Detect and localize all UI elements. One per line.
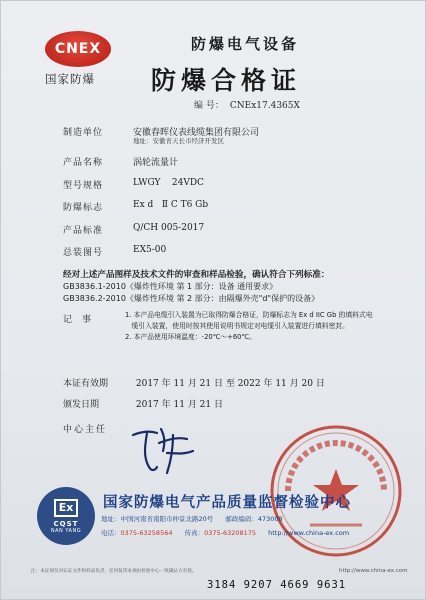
- issue-date: [63, 397, 223, 410]
- issue-date-label: 颁发日期: [63, 400, 100, 410]
- issuer-address-value: 中国河南省南阳市仲景北路20号: [120, 515, 214, 523]
- certificate-number: [194, 98, 300, 111]
- field-model-label: 型号规格: [63, 181, 104, 191]
- issuer-fax-value: 0375-63208175: [204, 529, 257, 537]
- field-product-label: 产品名称: [63, 158, 104, 168]
- issue-date-value: 2017 年 11 月 21 日: [135, 400, 223, 410]
- issuer-tel-value: 0375-63258564: [120, 529, 173, 537]
- field-product: [63, 155, 179, 168]
- cnex-logo-emblem: [45, 31, 111, 67]
- field-standard-value: Q/CH 005-2017: [133, 223, 205, 233]
- footer-disclaimer: 注：本证须仅对认证文件和样品负责，任何复印本须由检验中心一致确认方有效。: [31, 569, 197, 574]
- field-ex-mark-label: 防爆标志: [63, 203, 104, 213]
- serial-number: 3184 9207 4669 9631: [207, 579, 347, 591]
- notes-block: [125, 310, 375, 343]
- field-manufacturer-label: 制造单位: [63, 128, 104, 138]
- issuer-contact-line: [101, 528, 349, 537]
- field-ex-mark-value: Ex d Ⅱ C T6 Gb: [133, 200, 209, 210]
- note-line: 缆引入装置，使用时按其使用说明书规定对电缆引入装置进行填料密封。: [125, 322, 349, 330]
- standard-gb3836-2: GB3836.2-2010《爆炸性环境 第 2 部分：由隔爆外壳"d"保护的设备》: [63, 294, 320, 303]
- field-drawing: [63, 245, 167, 258]
- issuer-postcode-label: 邮政编码：: [225, 515, 258, 523]
- issuer-address-line: [101, 514, 283, 523]
- note-line: 1. 本产品电缆引入装置为已取得防爆合格证，防爆标志为 Ex d IIC Gb 的填料式电: [125, 311, 373, 319]
- field-model-value: LWGY 24VDC: [133, 178, 204, 188]
- issuer-postcode-value: 473008: [257, 515, 283, 523]
- issuer-address-label: 地址：: [101, 515, 121, 523]
- standard-gb3836-1: GB3836.1-2010《爆炸性环境 第 1 部分：设备 通用要求》: [63, 282, 278, 291]
- notes-label: 记事: [63, 315, 102, 325]
- certificate-number-label: 编 号：: [194, 101, 224, 111]
- compliance-statement: 经对上述产品图样及技术文件的审查和样品检验，确认符合下列标准：: [63, 270, 330, 280]
- field-standard-label: 产品标准: [63, 226, 104, 236]
- issuer-url: http://www.china-ex.com: [268, 529, 350, 537]
- field-drawing-value: EX5-00: [133, 245, 167, 255]
- certificate-number-value: CNEx17.4365X: [229, 101, 300, 111]
- director: [63, 422, 129, 435]
- cnex-logo-subtitle: 国家防爆: [45, 72, 95, 86]
- cqst-logo-city: NAN YANG: [50, 527, 82, 534]
- validity-period-label: 本证有效期: [63, 379, 109, 389]
- note-line: 2. 本产品使用环境温度：-20℃～+60℃。: [125, 333, 256, 341]
- field-ex-mark: [63, 200, 209, 213]
- cqst-logo-text: CQST: [53, 519, 79, 528]
- field-manufacturer: [63, 125, 260, 138]
- issuer-tel-label: 电话：: [101, 529, 121, 537]
- cqst-logo: [37, 487, 95, 545]
- cnex-logo: [45, 31, 111, 89]
- issuer-fax-label: 传真：: [184, 529, 205, 537]
- cqst-ex-icon: Ex: [54, 499, 78, 517]
- issuer-name: 国家防爆电气产品质量监督检验中心: [103, 495, 351, 511]
- field-product-value: 涡轮流量计: [133, 158, 179, 168]
- field-standard: [63, 223, 205, 236]
- validity-period-value: 2017 年 11 月 21 日 至 2022 年 11 月 20 日: [135, 379, 325, 389]
- cnex-logo-text: CNEX: [54, 41, 102, 57]
- field-drawing-label: 总装图号: [63, 248, 104, 258]
- director-label: 中心主任: [63, 425, 108, 435]
- field-manufacturer-value: 安徽春晖仪表线缆集团有限公司: [133, 128, 260, 138]
- director-signature: [129, 421, 199, 477]
- field-model: [63, 178, 204, 191]
- certificate-title: 防爆合格证: [151, 66, 302, 95]
- footer-url: http://www.china-ex.com: [339, 568, 408, 574]
- validity-period: [63, 376, 325, 389]
- manufacturer-address: 地址：安徽省天长市经济开发区: [133, 137, 224, 145]
- certificate-subtitle: 防爆电气设备: [191, 35, 300, 53]
